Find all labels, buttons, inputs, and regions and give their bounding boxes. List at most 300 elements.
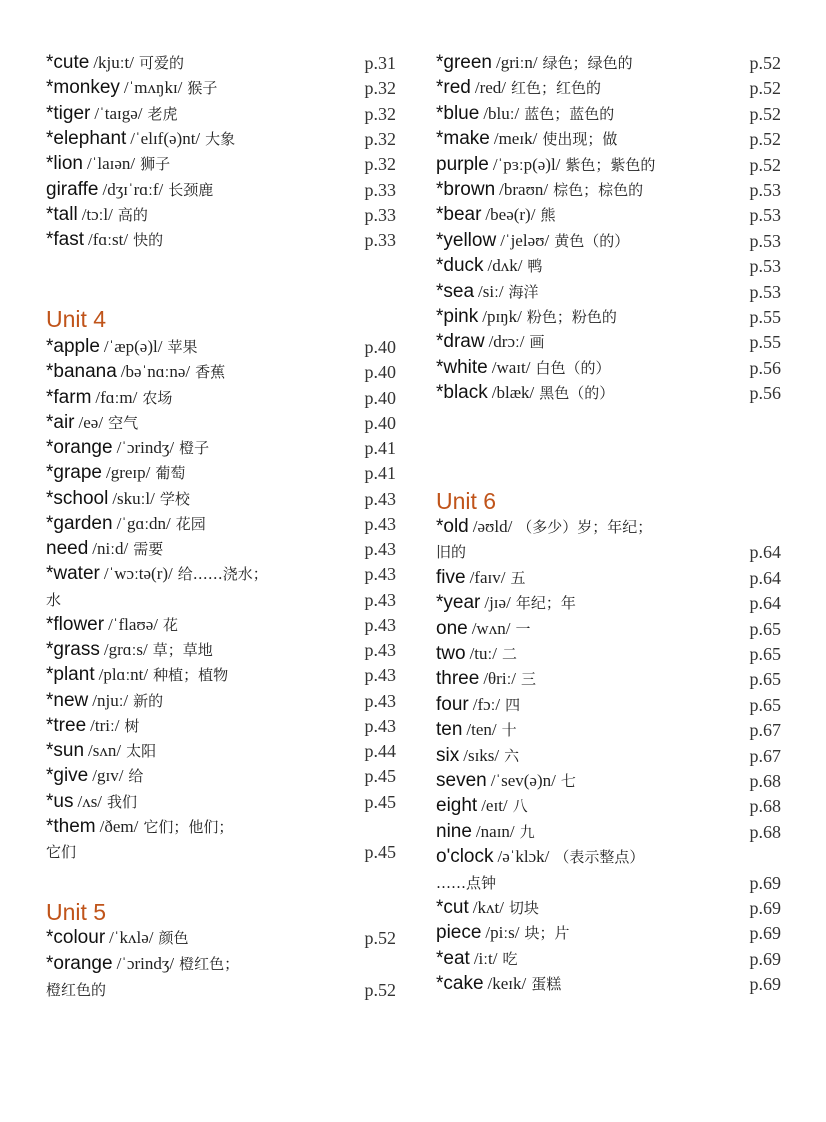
page-number: p.43 (364, 640, 396, 660)
vocab-entry (436, 971, 781, 997)
vocab-entry (436, 692, 781, 718)
page-number: p.56 (749, 357, 781, 378)
page-number: p.52 (749, 78, 781, 99)
vocab-entry (46, 126, 396, 152)
phonetic: /ˈwɔːtə(r)/ (103, 564, 173, 584)
page-number: p.40 (364, 362, 396, 383)
phonetic: /greɪp/ (106, 463, 151, 483)
page-number: p.68 (749, 771, 781, 791)
vocab-entry (46, 561, 396, 587)
phonetic: /ˈpɜːp(ə)l/ (492, 154, 561, 174)
vocab-entry (436, 75, 781, 101)
page-number: p.68 (749, 796, 781, 817)
vocab-entry (436, 793, 781, 819)
page-number: p.55 (749, 332, 781, 353)
vocab-entry (46, 151, 396, 177)
vocab-entry (436, 844, 781, 870)
page-number: p.32 (364, 78, 396, 99)
phonetic: /bəˈnɑːnə/ (120, 362, 191, 382)
vocab-word: *year (436, 592, 481, 614)
vocab-entry (46, 713, 396, 739)
vocab-entry (436, 819, 781, 845)
phonetic: /ten/ (466, 720, 497, 740)
phonetic: /waɪt/ (491, 357, 531, 377)
page-number: p.43 (364, 589, 396, 610)
phonetic: /drɔː/ (488, 332, 525, 352)
vocab-entry (436, 641, 781, 667)
vocab-entry (436, 253, 781, 279)
vocab-word: *plant (46, 664, 95, 686)
vocab-word: *black (436, 382, 488, 404)
page-number: p.43 (364, 564, 396, 585)
vocab-word: need (46, 538, 89, 559)
page-number: p.44 (364, 741, 396, 761)
chinese-meaning: 五 (510, 568, 526, 587)
vocab-word: *green (436, 52, 492, 73)
vocab-word: nine (436, 820, 472, 842)
chinese-meaning: 切块 (508, 899, 539, 917)
phonetic: /piːs/ (485, 923, 520, 943)
vocab-word: *draw (436, 331, 485, 353)
vocab-entry (46, 511, 396, 537)
vocab-word: *flower (46, 613, 105, 635)
vocab-entry (46, 789, 396, 815)
vocab-entry (46, 410, 396, 436)
chinese-meaning: 吃 (502, 949, 518, 968)
page-number: p.52 (364, 980, 396, 1000)
vocab-word: o'clock (436, 846, 494, 868)
vocab-entry (436, 743, 781, 769)
chinese-meaning: 绿色；绿色的 (542, 54, 633, 72)
chinese-meaning: 七 (560, 772, 576, 790)
chinese-meaning: （表示整点） (554, 848, 645, 867)
chinese-meaning: 画 (529, 333, 545, 352)
page-number: p.45 (364, 842, 396, 862)
page-number: p.64 (749, 567, 781, 588)
entry-continuation (46, 977, 396, 1003)
meaning-continuation: 橙红色的 (46, 981, 107, 999)
chinese-meaning: 黄色（的） (554, 231, 630, 250)
vocab-entry (46, 75, 396, 101)
vocab-entry (46, 227, 396, 253)
vocab-word: six (436, 744, 460, 766)
page-number: p.52 (749, 154, 781, 175)
vocab-entry (436, 717, 781, 743)
chinese-meaning: 二 (501, 645, 517, 663)
chinese-meaning: 红色；红色的 (511, 79, 602, 98)
page-number: p.33 (364, 204, 396, 225)
phonetic: /dʌk/ (487, 256, 523, 276)
vocab-entry (46, 662, 396, 688)
vocab-entry (436, 565, 781, 591)
phonetic: /ˈæp(ə)l/ (103, 337, 163, 356)
chinese-meaning: 香蕉 (195, 363, 226, 382)
vocab-word: *bear (436, 204, 482, 226)
page-number: p.40 (364, 337, 396, 357)
page-number: p.43 (364, 488, 396, 509)
phonetic: /beə(r)/ (485, 205, 536, 225)
vocab-entry (436, 514, 781, 540)
page-number: p.41 (364, 463, 396, 484)
vocab-word: *orange (46, 953, 113, 974)
phonetic: /fɑːst/ (88, 230, 129, 250)
page-number: p.67 (749, 745, 781, 766)
vocab-word: *duck (436, 255, 484, 277)
vocab-word: five (436, 566, 466, 588)
page-number: p.43 (364, 614, 396, 635)
vocab-entry (46, 359, 396, 385)
phonetic: /keɪk/ (487, 974, 527, 994)
vocab-word: *garden (46, 512, 113, 534)
chinese-meaning: 可爱的 (138, 54, 184, 72)
chinese-meaning: 它们；他们； (143, 817, 234, 836)
phonetic: /ˈɔrindʒ/ (116, 438, 175, 457)
page-number: p.53 (749, 205, 781, 226)
page-number: p.52 (749, 129, 781, 150)
vocab-entry (46, 738, 396, 764)
phonetic: /faɪv/ (469, 567, 506, 587)
vocab-word: *orange (46, 437, 113, 458)
chinese-meaning: 高的 (117, 205, 148, 224)
page-number: p.53 (749, 281, 781, 302)
chinese-meaning: 年纪；年 (515, 594, 576, 613)
vocab-entry (46, 334, 396, 360)
phonetic: /ˈɔrindʒ/ (116, 954, 175, 973)
phonetic: /pɪŋk/ (482, 307, 522, 326)
phonetic: /wʌn/ (471, 618, 511, 638)
vocab-entry (436, 202, 781, 228)
meaning-continuation: 水 (46, 590, 62, 609)
phonetic: /ðem/ (99, 816, 139, 836)
vocab-word: *air (46, 411, 75, 433)
entry-continuation (436, 870, 781, 896)
page-number: p.69 (749, 898, 781, 918)
vocab-word: *us (46, 790, 74, 812)
page-number: p.65 (749, 669, 781, 690)
vocab-entry (436, 228, 781, 254)
page-number: p.32 (364, 128, 396, 149)
chinese-meaning: 九 (519, 822, 535, 841)
page-number: p.67 (749, 720, 781, 741)
page-number: p.68 (749, 821, 781, 842)
vocab-entry (46, 688, 396, 714)
meaning-continuation: 旧的 (436, 543, 467, 562)
phonetic: /əˈklɔk/ (497, 847, 550, 867)
vocab-entry (436, 177, 781, 203)
vocab-entry (436, 152, 781, 178)
vocab-entry (46, 385, 396, 411)
page-number: p.69 (749, 974, 781, 995)
chinese-meaning: 狮子 (140, 155, 171, 174)
chinese-meaning: 棕色；棕色的 (553, 181, 644, 199)
vocab-word: *new (46, 689, 89, 711)
phonetic: /tɔːl/ (81, 204, 113, 224)
vocab-word: *water (46, 563, 100, 585)
chinese-meaning: 长颈鹿 (168, 180, 214, 199)
vocab-word: giraffe (46, 178, 99, 200)
vocab-word: *white (436, 356, 488, 378)
page-number: p.43 (364, 690, 396, 711)
vocab-word: *red (436, 77, 471, 99)
entry-continuation (46, 839, 396, 865)
vocab-word: *yellow (436, 229, 497, 251)
page-number: p.45 (364, 766, 396, 787)
vocab-entry (46, 612, 396, 638)
chinese-meaning: 十 (501, 721, 517, 740)
chinese-meaning: 蛋糕 (531, 975, 562, 994)
phonetic: /blæk/ (491, 383, 535, 403)
phonetic: /ˈkʌlə/ (109, 928, 154, 947)
vocab-entry (46, 435, 396, 461)
phonetic: /dʒɪˈrɑːf/ (102, 179, 164, 199)
page-number: p.52 (749, 53, 781, 73)
page-number: p.43 (364, 539, 396, 559)
phonetic: /ʌs/ (77, 791, 103, 811)
page-number: p.32 (364, 103, 396, 124)
phonetic: /niːd/ (92, 539, 129, 558)
phonetic: /braʊn/ (499, 180, 549, 199)
phonetic: /jɪə/ (484, 593, 511, 613)
chinese-meaning: 黑色（的） (539, 384, 615, 403)
page-number: p.69 (749, 948, 781, 969)
vocab-entry (436, 946, 781, 972)
vocab-word: *sea (436, 280, 475, 302)
chinese-meaning: 我们 (107, 792, 138, 811)
chinese-meaning: 一 (515, 619, 531, 638)
vocab-entry (436, 590, 781, 616)
vocab-word: *fast (46, 229, 85, 251)
page-number: p.43 (364, 513, 396, 534)
vocab-entry (436, 895, 781, 921)
vocab-word: piece (436, 922, 482, 944)
phonetic: /griːn/ (496, 53, 538, 72)
chinese-meaning: 三 (521, 670, 537, 689)
chinese-meaning: 蓝色；蓝色的 (524, 104, 615, 123)
vocab-entry (436, 126, 781, 152)
page-number: p.69 (749, 872, 781, 893)
vocab-word: *cute (46, 52, 90, 73)
vocab-word: purple (436, 153, 489, 175)
page-number: p.52 (364, 928, 396, 948)
page-number: p.53 (749, 230, 781, 251)
vocab-entry (436, 616, 781, 642)
vocab-word: *tiger (46, 102, 91, 124)
vocab-word: three (436, 668, 480, 690)
phonetic: /meɪk/ (493, 129, 538, 149)
chinese-meaning: 农场 (142, 388, 173, 407)
phonetic: /eɪt/ (481, 796, 508, 816)
vocab-word: *give (46, 765, 89, 787)
vocab-entry (436, 666, 781, 692)
vocab-word: ten (436, 719, 463, 741)
phonetic: /ˈflaʊə/ (108, 614, 158, 634)
phonetic: /plɑːnt/ (98, 665, 149, 685)
vocab-word: *tall (46, 203, 78, 225)
meaning-continuation: 它们 (46, 843, 77, 861)
chinese-meaning: 树 (124, 716, 140, 735)
phonetic: /skuːl/ (112, 488, 155, 508)
unit-heading: Unit 4 (46, 306, 107, 332)
unit-heading: Unit 5 (46, 899, 107, 925)
phonetic: /kʌt/ (472, 898, 504, 917)
page-number: p.43 (364, 715, 396, 736)
page-number: p.64 (749, 593, 781, 614)
page-number: p.69 (749, 923, 781, 944)
page-number: p.33 (364, 179, 396, 200)
vocab-entry (436, 50, 781, 76)
vocab-word: one (436, 617, 468, 639)
vocab-entry (46, 536, 396, 562)
chinese-meaning: 白色（的） (535, 358, 611, 377)
vocab-word: seven (436, 770, 487, 791)
vocab-entry (436, 355, 781, 381)
page-number: p.64 (749, 542, 781, 563)
page-number: p.65 (749, 644, 781, 664)
phonetic: /tuː/ (469, 644, 497, 663)
vocab-word: *old (436, 516, 469, 537)
vocab-word: *cut (436, 897, 469, 918)
phonetic: /ˈjeləʊ/ (500, 230, 550, 250)
vocab-word: four (436, 693, 469, 715)
vocab-word: *brown (436, 179, 496, 200)
page-number: p.33 (364, 230, 396, 251)
phonetic: /fɔː/ (472, 694, 501, 714)
vocab-word: *farm (46, 386, 92, 408)
vocab-entry (46, 637, 396, 663)
vocab-word: *grape (46, 462, 102, 484)
chinese-meaning: 使出现；做 (542, 130, 618, 149)
vocab-entry (436, 920, 781, 946)
chinese-meaning: 大象 (205, 129, 236, 148)
vocab-word: *them (46, 815, 96, 837)
phonetic: /njuː/ (92, 690, 129, 710)
page-number: p.31 (364, 53, 396, 73)
chinese-meaning: 草；草地 (152, 641, 213, 659)
phonetic: /red/ (474, 78, 507, 98)
chinese-meaning: 鸭 (527, 257, 543, 276)
phonetic: /ˈmʌŋkɪ/ (123, 78, 183, 98)
page-number: p.53 (749, 180, 781, 200)
vocab-word: eight (436, 795, 478, 817)
vocab-word: *lion (46, 153, 83, 175)
page-number: p.40 (364, 412, 396, 433)
phonetic: /fɑːm/ (95, 387, 138, 407)
chinese-meaning: 学校 (159, 489, 190, 508)
vocab-entry (436, 768, 781, 794)
chinese-meaning: 熊 (540, 206, 556, 225)
chinese-meaning: 四 (505, 695, 521, 714)
unit-heading: Unit 6 (436, 488, 497, 514)
vocab-entry (46, 763, 396, 789)
vocab-word: *school (46, 487, 109, 509)
chinese-meaning: 快的 (133, 231, 164, 250)
chinese-meaning: 橙子 (179, 439, 210, 457)
chinese-meaning: 葡萄 (155, 464, 186, 483)
page-number: p.56 (749, 383, 781, 404)
page-number: p.45 (364, 791, 396, 812)
phonetic: /ˈsev(ə)n/ (490, 771, 556, 790)
chinese-meaning: 新的 (133, 691, 164, 710)
vocab-entry (46, 50, 396, 76)
vocab-entry (46, 486, 396, 512)
vocab-word: *banana (46, 361, 117, 383)
vocab-word: *colour (46, 927, 106, 948)
vocab-entry (436, 380, 781, 406)
phonetic: /eə/ (78, 412, 104, 432)
chinese-meaning: 橙红色； (179, 955, 240, 973)
phonetic: /gɪv/ (92, 766, 124, 786)
vocab-word: *elephant (46, 127, 127, 149)
vocab-entry (46, 951, 396, 977)
vocab-entry (46, 460, 396, 486)
chinese-meaning: 给……浇水； (177, 565, 268, 584)
page-number: p.52 (749, 103, 781, 124)
vocab-entry (46, 101, 396, 127)
page-number: p.32 (364, 154, 396, 175)
chinese-meaning: （多少）岁；年纪； (517, 518, 653, 536)
chinese-meaning: 给 (128, 767, 144, 786)
page-number: p.43 (364, 665, 396, 686)
page-number: p.41 (364, 438, 396, 458)
phonetic: /ˈtaɪgə/ (94, 103, 143, 123)
vocab-word: *apple (46, 336, 100, 357)
chinese-meaning: 八 (512, 797, 528, 816)
chinese-meaning: 空气 (108, 413, 139, 432)
phonetic: /ˈlaɪən/ (86, 154, 136, 174)
vocab-word: *cake (436, 973, 484, 995)
vocab-entry (436, 329, 781, 355)
vocab-word: *pink (436, 306, 479, 327)
vocab-entry (436, 101, 781, 127)
phonetic: /θriː/ (483, 669, 517, 689)
vocab-word: two (436, 643, 466, 664)
vocab-entry (46, 814, 396, 840)
vocab-word: *blue (436, 102, 480, 124)
phonetic: /kjuːt/ (93, 53, 134, 72)
chinese-meaning: 粉色；粉色的 (526, 308, 617, 326)
phonetic: /sɪks/ (463, 745, 500, 765)
chinese-meaning: 花 (163, 615, 179, 634)
chinese-meaning: 种植；植物 (153, 666, 229, 685)
vocab-entry (46, 177, 396, 203)
page-number: p.40 (364, 387, 396, 408)
vocab-entry (46, 202, 396, 228)
phonetic: /sʌn/ (88, 741, 122, 760)
phonetic: /iːt/ (473, 948, 498, 968)
phonetic: /grɑːs/ (103, 640, 148, 659)
phonetic: /ˈgɑːdn/ (116, 513, 171, 533)
vocab-word: *tree (46, 714, 87, 736)
page-number: p.55 (749, 307, 781, 327)
chinese-meaning: 六 (504, 746, 520, 765)
entry-continuation (46, 587, 396, 613)
phonetic: /naɪn/ (475, 821, 515, 841)
chinese-meaning: 苹果 (167, 338, 198, 356)
chinese-meaning: 老虎 (147, 104, 178, 123)
vocab-word: *eat (436, 947, 470, 969)
page-number: p.65 (749, 618, 781, 639)
vocab-word: *make (436, 128, 490, 150)
vocab-word: *grass (46, 639, 100, 660)
vocab-entry (436, 279, 781, 305)
phonetic: /əʊld/ (472, 517, 513, 536)
page-number: p.65 (749, 694, 781, 715)
phonetic: /bluː/ (483, 103, 520, 123)
chinese-meaning: 块；片 (524, 924, 570, 943)
chinese-meaning: 太阳 (126, 742, 157, 760)
phonetic: /siː/ (478, 281, 504, 301)
chinese-meaning: 需要 (133, 540, 164, 558)
